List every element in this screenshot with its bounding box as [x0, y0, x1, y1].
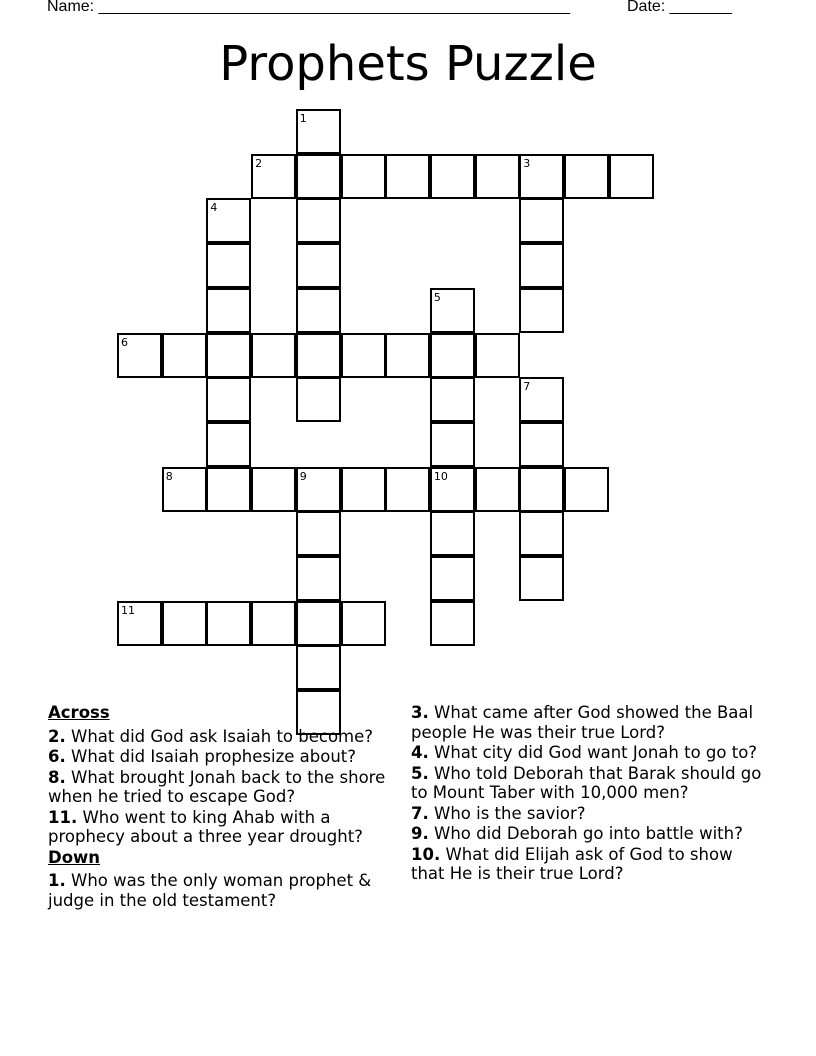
- crossword-cell[interactable]: [206, 601, 251, 646]
- crossword-cell[interactable]: [162, 467, 207, 512]
- crossword-cell[interactable]: [206, 288, 251, 333]
- clues-right-column: [411, 703, 771, 885]
- crossword-cell[interactable]: [519, 198, 564, 243]
- name-field-label: Name: _____________________________________________________: [47, 0, 571, 15]
- crossword-cell[interactable]: [296, 154, 341, 199]
- crossword-cell[interactable]: [430, 154, 475, 199]
- clue-number: 6: [121, 335, 128, 349]
- date-field-label: Date: _______: [627, 0, 732, 15]
- crossword-cell[interactable]: [430, 556, 475, 601]
- clue-number: 4: [210, 201, 218, 215]
- crossword-cell[interactable]: [117, 601, 162, 646]
- clue-number: 3: [523, 156, 531, 170]
- crossword-cell[interactable]: [206, 467, 251, 512]
- crossword-cell[interactable]: [475, 333, 520, 378]
- crossword-cell[interactable]: [296, 109, 341, 154]
- crossword-cell[interactable]: [385, 467, 430, 512]
- crossword-cell[interactable]: [475, 154, 520, 199]
- clue-number: 10: [433, 469, 448, 483]
- clue-down-3: 3. What came after God showed the Baal people He was their true Lord?: [411, 703, 754, 742]
- crossword-cell[interactable]: [609, 154, 654, 199]
- crossword-cell[interactable]: [206, 377, 251, 422]
- crossword-cell[interactable]: [206, 333, 251, 378]
- crossword-cell[interactable]: [475, 467, 520, 512]
- crossword-cell[interactable]: [519, 422, 564, 467]
- crossword-cell[interactable]: [341, 467, 386, 512]
- crossword-cell[interactable]: [519, 154, 564, 199]
- clue-down-7: 7. Who is the savior?: [411, 803, 586, 823]
- crossword-cell[interactable]: [296, 333, 341, 378]
- crossword-cell[interactable]: [430, 377, 475, 422]
- crossword-cell[interactable]: [430, 288, 475, 333]
- crossword-cell[interactable]: [296, 467, 341, 512]
- clue-number: 1: [299, 112, 307, 125]
- crossword-cell[interactable]: [519, 288, 564, 333]
- crossword-cell[interactable]: [251, 601, 296, 646]
- crossword-cell[interactable]: [162, 601, 207, 646]
- crossword-cell[interactable]: [430, 511, 475, 556]
- clue-across-2: 2. What did God ask Isaiah to become?: [48, 726, 374, 746]
- crossword-cell[interactable]: [206, 422, 251, 467]
- clue-number: 2: [255, 156, 263, 170]
- clue-down-1: 1. Who was the only woman prophet & judge in the old testament?: [48, 871, 372, 910]
- crossword-cell[interactable]: [430, 333, 475, 378]
- crossword-cell[interactable]: [162, 333, 207, 378]
- crossword-cell[interactable]: [519, 243, 564, 288]
- crossword-cell[interactable]: [564, 154, 609, 199]
- clue-number: 11: [121, 603, 135, 617]
- clue-across-6: 6. What did Isaiah prophesize about?: [48, 747, 357, 766]
- crossword-cell[interactable]: [206, 198, 251, 243]
- down-heading: Down: [48, 847, 101, 867]
- crossword-cell[interactable]: [251, 467, 296, 512]
- clue-down-10: 10. What did Elijah ask of God to show that He is their true Lord?: [411, 844, 733, 883]
- crossword-cell[interactable]: [341, 333, 386, 378]
- crossword-cell[interactable]: [341, 154, 386, 199]
- crossword-cell[interactable]: [251, 154, 296, 199]
- clues-left-column: [48, 703, 398, 911]
- crossword-cell[interactable]: [296, 377, 341, 422]
- crossword-cell[interactable]: [385, 333, 430, 378]
- crossword-cell[interactable]: [296, 556, 341, 601]
- crossword-cell[interactable]: [519, 467, 564, 512]
- crossword-cell[interactable]: [296, 198, 341, 243]
- crossword-cell[interactable]: [430, 601, 475, 646]
- crossword-cell[interactable]: [296, 645, 341, 690]
- clue-across-8: 8. What brought Jonah back to the shore when he tried to escape God?: [48, 767, 386, 806]
- crossword-cell[interactable]: [206, 243, 251, 288]
- crossword-cell[interactable]: [296, 601, 341, 646]
- crossword-cell[interactable]: [430, 422, 475, 467]
- clue-number: 9: [299, 469, 307, 483]
- clue-down-4: 4. What city did God want Jonah to go to?: [411, 743, 758, 762]
- clue-down-5: 5. Who told Deborah that Barak should go to Mount Taber with 10,000 men?: [411, 763, 762, 802]
- crossword-cell[interactable]: [296, 243, 341, 288]
- page-title: Prophets Puzzle: [219, 36, 597, 92]
- clue-number: 7: [523, 380, 531, 394]
- clue-down-9: 9. Who did Deborah go into battle with?: [411, 824, 743, 843]
- crossword-cell[interactable]: [296, 511, 341, 556]
- crossword-cell[interactable]: [251, 333, 296, 378]
- crossword-cell[interactable]: [296, 288, 341, 333]
- crossword-cell[interactable]: [117, 333, 162, 378]
- crossword-cell[interactable]: [519, 511, 564, 556]
- crossword-cell[interactable]: [385, 154, 430, 199]
- crossword-cell[interactable]: [519, 556, 564, 601]
- across-heading: Across: [48, 703, 110, 722]
- crossword-cell[interactable]: [564, 467, 609, 512]
- crossword-cell[interactable]: [430, 467, 475, 512]
- clue-number: 5: [433, 290, 441, 304]
- clue-number: 8: [165, 469, 173, 483]
- crossword-cell[interactable]: [519, 377, 564, 422]
- clue-across-11: 11. Who went to king Ahab with a prophecy about a three year drought?: [48, 807, 363, 846]
- crossword-cell[interactable]: [341, 601, 386, 646]
